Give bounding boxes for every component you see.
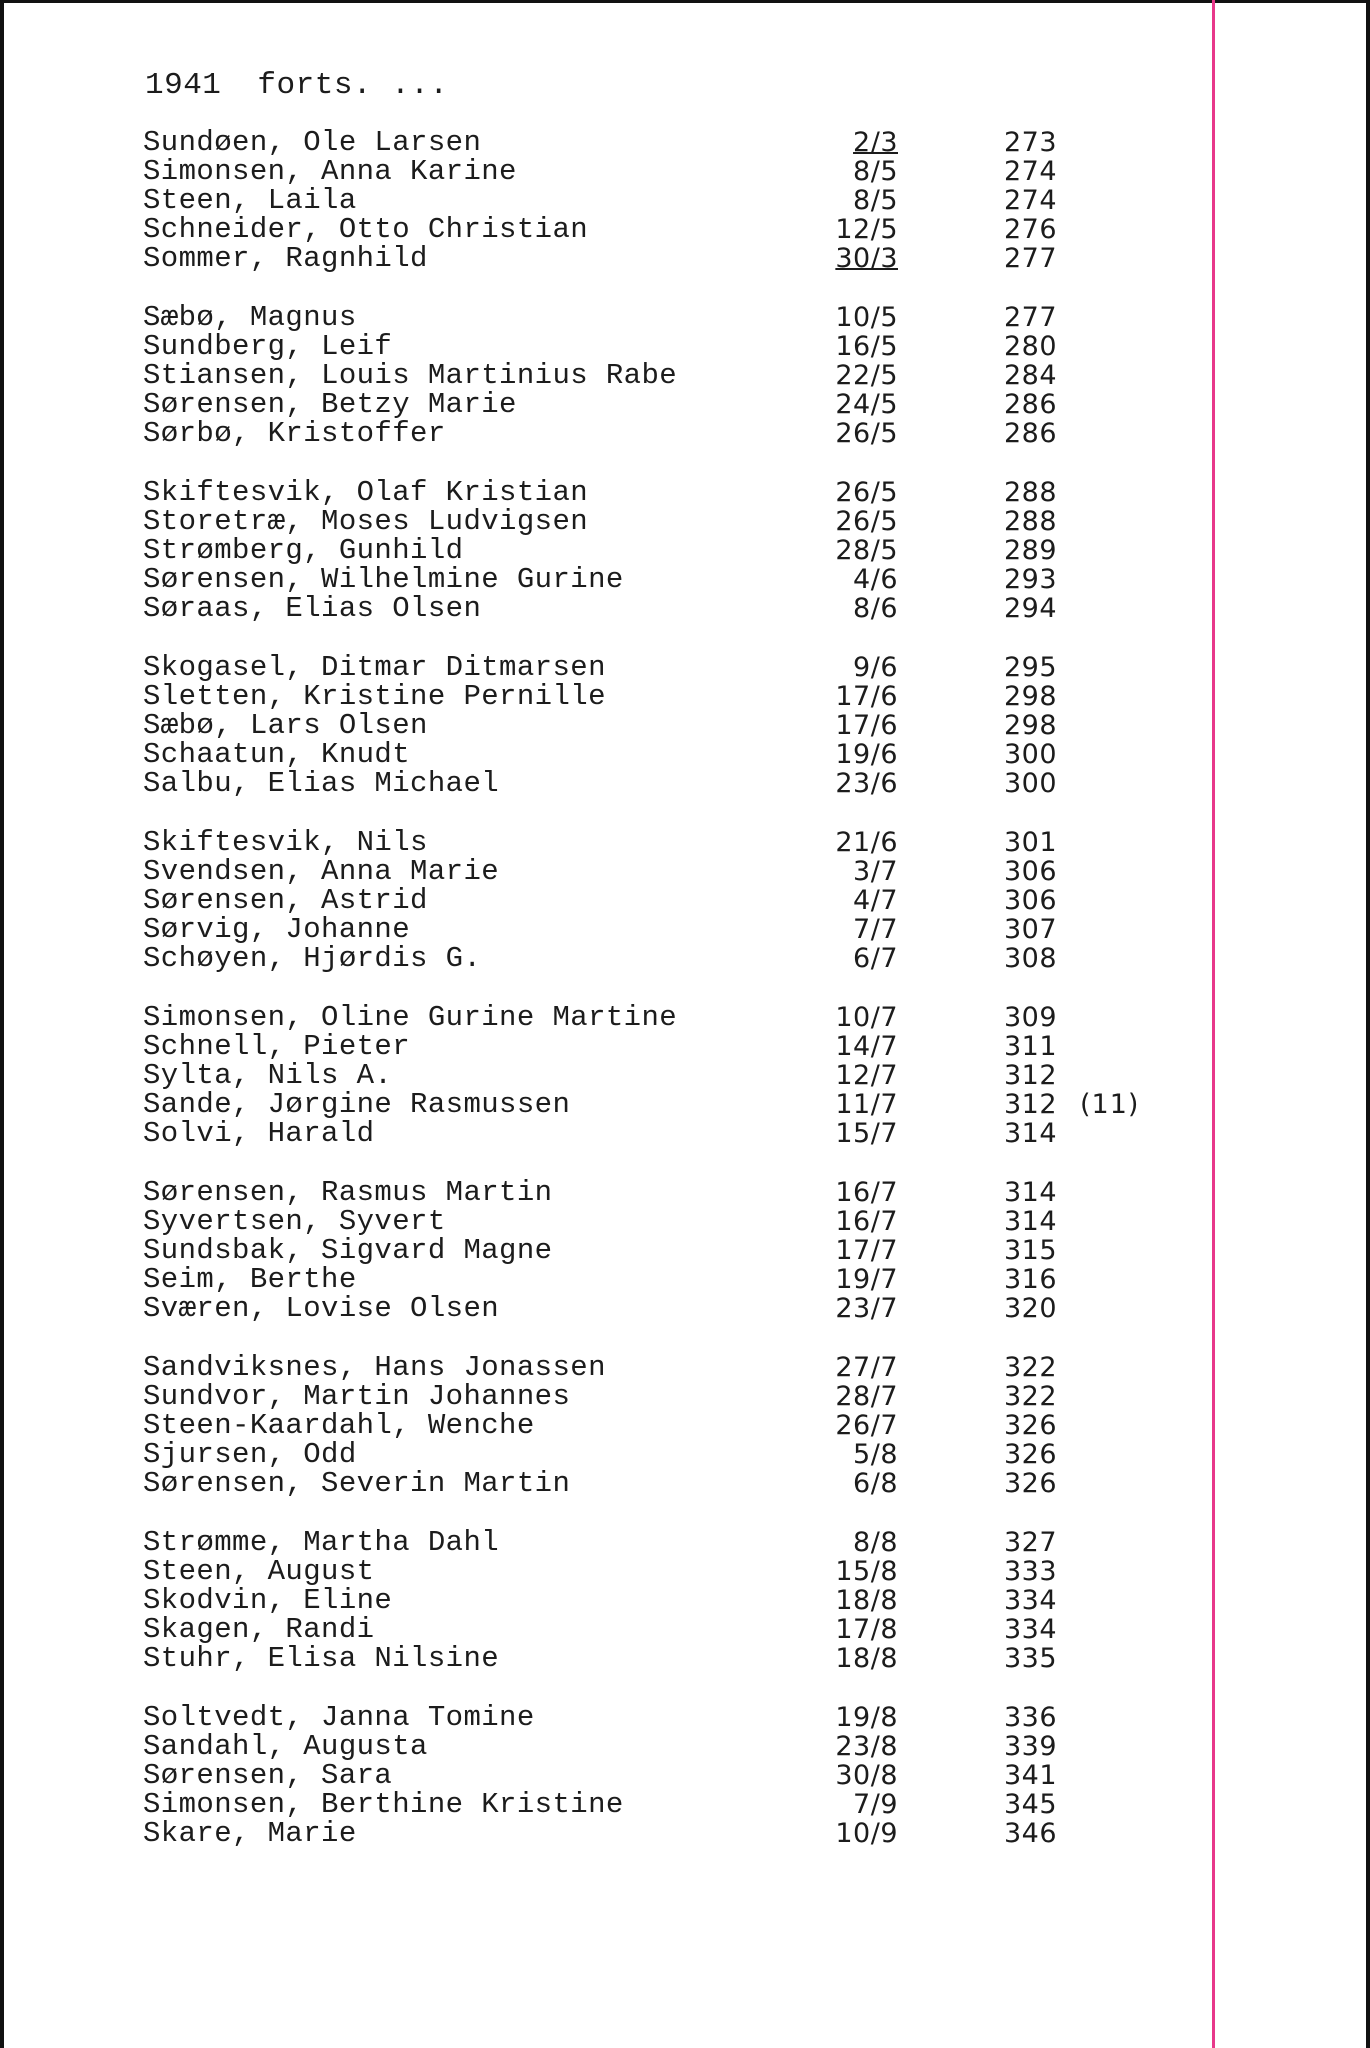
entry-date: 12/5 xyxy=(835,214,898,245)
entry-name: Storetræ, Moses Ludvigsen xyxy=(143,505,589,538)
entry-name: Sørensen, Wilhelmine Gurine xyxy=(143,563,624,596)
entry-name: Sørensen, Betzy Marie xyxy=(143,388,517,421)
entry-name: Sylta, Nils A. xyxy=(143,1059,393,1092)
entry-date: 2/3 xyxy=(853,127,898,158)
entry-name: Skagen, Randi xyxy=(143,1613,375,1646)
entry-number: 334 xyxy=(1004,1614,1058,1645)
entry-name: Steen, Laila xyxy=(143,184,357,217)
entry-name: Svendsen, Anna Marie xyxy=(143,855,500,888)
entry-number: 306 xyxy=(1004,856,1058,887)
entry-number: 300 xyxy=(1004,739,1058,770)
entry-note: (11) xyxy=(1080,1089,1140,1120)
entry-date: 18/8 xyxy=(835,1585,898,1616)
register-entry xyxy=(0,1615,1370,1644)
entry-name: Sletten, Kristine Pernille xyxy=(143,680,606,713)
entry-date: 17/8 xyxy=(835,1614,898,1645)
entry-date: 19/8 xyxy=(835,1702,898,1733)
entry-number: 339 xyxy=(1004,1731,1058,1762)
entry-number: 314 xyxy=(1004,1118,1058,1149)
entry-date: 8/5 xyxy=(853,156,898,187)
entry-date: 6/8 xyxy=(853,1468,898,1499)
entry-name: Skiftesvik, Nils xyxy=(143,826,428,859)
register-entry xyxy=(0,507,1370,536)
header-year: 1941 xyxy=(145,68,222,103)
register-entry xyxy=(0,1061,1370,1090)
entry-date: 23/6 xyxy=(835,768,898,799)
entry-date: 12/7 xyxy=(835,1060,898,1091)
entry-name: Schøyen, Hjørdis G. xyxy=(143,942,482,975)
register-entry xyxy=(0,332,1370,361)
entry-date: 16/7 xyxy=(835,1177,898,1208)
entry-name: Sommer, Ragnhild xyxy=(143,242,428,275)
register-entry xyxy=(0,478,1370,507)
register-entry xyxy=(0,1732,1370,1761)
register-entry xyxy=(0,390,1370,419)
entry-date: 18/8 xyxy=(835,1643,898,1674)
entry-name: Strømme, Martha Dahl xyxy=(143,1526,500,1559)
entry-number: 320 xyxy=(1004,1293,1058,1324)
register-entry xyxy=(0,303,1370,332)
register-entry xyxy=(0,594,1370,623)
entry-name: Sundvor, Martin Johannes xyxy=(143,1380,571,1413)
entry-number: 277 xyxy=(1004,243,1058,274)
entry-name: Sundsbak, Sigvard Magne xyxy=(143,1234,553,1267)
entry-number: 322 xyxy=(1004,1352,1058,1383)
entry-date: 10/9 xyxy=(835,1818,898,1849)
register-entry xyxy=(0,1790,1370,1819)
register-entry xyxy=(0,1703,1370,1732)
register-entry xyxy=(0,419,1370,448)
entry-name: Simonsen, Oline Gurine Martine xyxy=(143,1001,678,1034)
entry-date: 15/7 xyxy=(835,1118,898,1149)
register-entry xyxy=(0,244,1370,273)
entry-name: Sandahl, Augusta xyxy=(143,1730,428,1763)
entry-date: 23/8 xyxy=(835,1731,898,1762)
entry-number: 298 xyxy=(1004,681,1058,712)
register-entry xyxy=(0,682,1370,711)
entry-name: Sværen, Lovise Olsen xyxy=(143,1292,500,1325)
page-header xyxy=(145,68,448,103)
entry-number: 326 xyxy=(1004,1410,1058,1441)
entry-date: 27/7 xyxy=(835,1352,898,1383)
entry-date: 8/6 xyxy=(853,593,898,624)
entry-date: 19/7 xyxy=(835,1264,898,1295)
entry-number: 333 xyxy=(1004,1556,1058,1587)
entry-number: 326 xyxy=(1004,1439,1058,1470)
entry-name: Sørensen, Rasmus Martin xyxy=(143,1176,553,1209)
register-entry xyxy=(0,1528,1370,1557)
entry-date: 26/5 xyxy=(835,506,898,537)
register-entry xyxy=(0,740,1370,769)
entry-name: Syvertsen, Syvert xyxy=(143,1205,446,1238)
entry-date: 11/7 xyxy=(835,1089,898,1120)
register-entry xyxy=(0,886,1370,915)
entry-number: 289 xyxy=(1004,535,1058,566)
entry-date: 26/5 xyxy=(835,418,898,449)
entry-number: 345 xyxy=(1004,1789,1058,1820)
entry-date: 24/5 xyxy=(835,389,898,420)
register-entry xyxy=(0,1003,1370,1032)
entry-number: 316 xyxy=(1004,1264,1058,1295)
register-entry xyxy=(0,361,1370,390)
entry-number: 341 xyxy=(1004,1760,1058,1791)
entry-number: 300 xyxy=(1004,768,1058,799)
entry-number: 336 xyxy=(1004,1702,1058,1733)
entry-date: 26/5 xyxy=(835,477,898,508)
register-entry xyxy=(0,1236,1370,1265)
entry-name: Skare, Marie xyxy=(143,1817,357,1850)
register-entry xyxy=(0,1382,1370,1411)
entry-name: Sæbø, Lars Olsen xyxy=(143,709,428,742)
entry-name: Simonsen, Berthine Kristine xyxy=(143,1788,624,1821)
register-entry xyxy=(0,828,1370,857)
entry-number: 277 xyxy=(1004,302,1058,333)
entry-date: 30/3 xyxy=(835,243,898,274)
entry-date: 3/7 xyxy=(853,856,898,887)
entry-number: 276 xyxy=(1004,214,1058,245)
entry-number: 301 xyxy=(1004,827,1058,858)
entry-name: Simonsen, Anna Karine xyxy=(143,155,517,188)
entry-number: 315 xyxy=(1004,1235,1058,1266)
entry-name: Sæbø, Magnus xyxy=(143,301,357,334)
register-entry xyxy=(0,565,1370,594)
entry-number: 274 xyxy=(1004,156,1058,187)
entry-date: 7/7 xyxy=(853,914,898,945)
entry-date: 17/6 xyxy=(835,710,898,741)
entry-name: Sjursen, Odd xyxy=(143,1438,357,1471)
entry-number: 327 xyxy=(1004,1527,1058,1558)
entry-name: Schnell, Pieter xyxy=(143,1030,411,1063)
entry-number: 334 xyxy=(1004,1585,1058,1616)
register-entry xyxy=(0,186,1370,215)
entry-date: 26/7 xyxy=(835,1410,898,1441)
register-entry xyxy=(0,1819,1370,1848)
entry-number: 306 xyxy=(1004,885,1058,916)
register-entry xyxy=(0,857,1370,886)
register-entry xyxy=(0,1090,1370,1119)
entry-name: Skodvin, Eline xyxy=(143,1584,393,1617)
register-entry xyxy=(0,944,1370,973)
entry-name: Sørbø, Kristoffer xyxy=(143,417,446,450)
register-entry xyxy=(0,1119,1370,1148)
entry-number: 312 xyxy=(1004,1089,1058,1120)
entry-name: Skiftesvik, Olaf Kristian xyxy=(143,476,589,509)
entry-name: Sørensen, Astrid xyxy=(143,884,428,917)
entry-date: 30/8 xyxy=(835,1760,898,1791)
entry-date: 10/7 xyxy=(835,1002,898,1033)
register-entry xyxy=(0,536,1370,565)
entry-number: 309 xyxy=(1004,1002,1058,1033)
entry-date: 8/5 xyxy=(853,185,898,216)
entry-name: Steen-Kaardahl, Wenche xyxy=(143,1409,535,1442)
register-entry xyxy=(0,1294,1370,1323)
entry-date: 14/7 xyxy=(835,1031,898,1062)
entry-date: 6/7 xyxy=(853,943,898,974)
entry-number: 314 xyxy=(1004,1177,1058,1208)
entry-name: Schaatun, Knudt xyxy=(143,738,411,771)
entry-name: Schneider, Otto Christian xyxy=(143,213,589,246)
entry-name: Sundberg, Leif xyxy=(143,330,393,363)
entry-number: 298 xyxy=(1004,710,1058,741)
register-entry xyxy=(0,1761,1370,1790)
register-entry xyxy=(0,915,1370,944)
entry-number: 273 xyxy=(1004,127,1058,158)
entry-date: 7/9 xyxy=(853,1789,898,1820)
entry-date: 4/6 xyxy=(853,564,898,595)
register-entry xyxy=(0,1032,1370,1061)
entry-date: 15/8 xyxy=(835,1556,898,1587)
entry-date: 23/7 xyxy=(835,1293,898,1324)
entry-date: 10/5 xyxy=(835,302,898,333)
entry-number: 274 xyxy=(1004,185,1058,216)
entry-name: Sandviksnes, Hans Jonassen xyxy=(143,1351,606,1384)
entry-number: 335 xyxy=(1004,1643,1058,1674)
register-entry xyxy=(0,1353,1370,1382)
entry-number: 308 xyxy=(1004,943,1058,974)
register-entry xyxy=(0,1586,1370,1615)
entry-number: 311 xyxy=(1004,1031,1058,1062)
entry-name: Steen, August xyxy=(143,1555,375,1588)
entry-date: 19/6 xyxy=(835,739,898,770)
entry-number: 322 xyxy=(1004,1381,1058,1412)
entry-name: Sørensen, Sara xyxy=(143,1759,393,1792)
entry-number: 346 xyxy=(1004,1818,1058,1849)
page-border-top xyxy=(0,0,1370,3)
entry-name: Solvi, Harald xyxy=(143,1117,375,1150)
entry-date: 17/6 xyxy=(835,681,898,712)
entry-number: 326 xyxy=(1004,1468,1058,1499)
entry-name: Stiansen, Louis Martinius Rabe xyxy=(143,359,678,392)
entry-date: 21/6 xyxy=(835,827,898,858)
entry-date: 17/7 xyxy=(835,1235,898,1266)
entry-date: 22/5 xyxy=(835,360,898,391)
register-entry xyxy=(0,1178,1370,1207)
entry-name: Strømberg, Gunhild xyxy=(143,534,464,567)
register-entry xyxy=(0,711,1370,740)
entry-date: 28/5 xyxy=(835,535,898,566)
entry-date: 28/7 xyxy=(835,1381,898,1412)
register-entry xyxy=(0,1411,1370,1440)
entry-name: Sande, Jørgine Rasmussen xyxy=(143,1088,571,1121)
entry-number: 288 xyxy=(1004,477,1058,508)
entry-name: Stuhr, Elisa Nilsine xyxy=(143,1642,500,1675)
entry-date: 9/6 xyxy=(853,652,898,683)
entry-number: 307 xyxy=(1004,914,1058,945)
entry-date: 4/7 xyxy=(853,885,898,916)
entry-date: 16/7 xyxy=(835,1206,898,1237)
entry-name: Skogasel, Ditmar Ditmarsen xyxy=(143,651,606,684)
entry-number: 293 xyxy=(1004,564,1058,595)
entry-name: Salbu, Elias Michael xyxy=(143,767,500,800)
register-entry xyxy=(0,215,1370,244)
entry-number: 294 xyxy=(1004,593,1058,624)
entry-name: Sørvig, Johanne xyxy=(143,913,411,946)
entry-number: 314 xyxy=(1004,1206,1058,1237)
entry-number: 288 xyxy=(1004,506,1058,537)
register-entry xyxy=(0,769,1370,798)
register-entry xyxy=(0,1469,1370,1498)
register-entry xyxy=(0,1207,1370,1236)
register-entry xyxy=(0,1265,1370,1294)
entry-number: 280 xyxy=(1004,331,1058,362)
entry-number: 286 xyxy=(1004,418,1058,449)
register-entry xyxy=(0,157,1370,186)
entry-name: Soltvedt, Janna Tomine xyxy=(143,1701,535,1734)
entry-name: Søraas, Elias Olsen xyxy=(143,592,482,625)
entry-number: 312 xyxy=(1004,1060,1058,1091)
entry-name: Seim, Berthe xyxy=(143,1263,357,1296)
register-entry xyxy=(0,1440,1370,1469)
header-title: forts. ... xyxy=(257,68,449,103)
register-entry xyxy=(0,1557,1370,1586)
register-entry xyxy=(0,1644,1370,1673)
entry-number: 286 xyxy=(1004,389,1058,420)
entry-name: Sørensen, Severin Martin xyxy=(143,1467,571,1500)
entry-number: 284 xyxy=(1004,360,1058,391)
entry-date: 5/8 xyxy=(853,1439,898,1470)
entry-name: Sundøen, Ole Larsen xyxy=(143,126,482,159)
entry-number: 295 xyxy=(1004,652,1058,683)
register-entry xyxy=(0,128,1370,157)
entry-date: 16/5 xyxy=(835,331,898,362)
entry-date: 8/8 xyxy=(853,1527,898,1558)
register-entry xyxy=(0,653,1370,682)
